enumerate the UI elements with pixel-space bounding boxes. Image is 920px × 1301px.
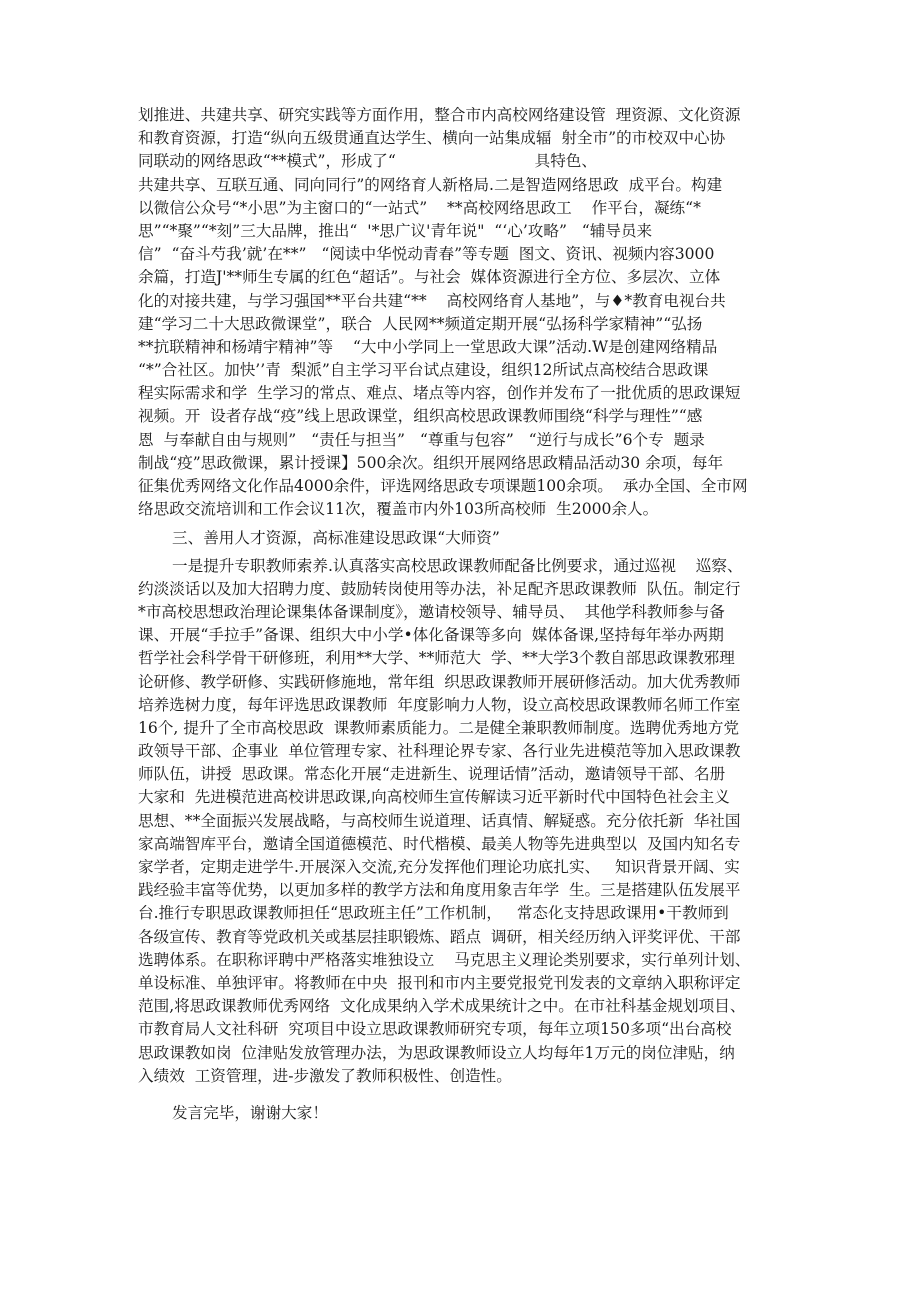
text-line: 选聘体系。在职称评聘中严格落实堆独设立 马克思主义理论类别要求，实行单列计划、 <box>138 950 751 969</box>
text-line: *市高校思想政治理论课集体备课制度》，邀请校领导、辅导员、 其他学科教师参与备 <box>138 602 725 621</box>
text-line: **抗联精神和杨靖宇精神”等 “大中小学同上一堂思政大课”活动.W是创建网络精品 <box>138 337 718 356</box>
text-line: 化的对接共建，与学习强国**平台共建“** 高校网络育人基地”，与♦*教育电视台共 <box>138 291 726 310</box>
text-line: 入绩效 工资管理，进-步激发了教师积极性、创造性。 <box>138 1066 512 1085</box>
text-line: 台.推行专职思政课教师担任“思政班主任”工作机制， 常态化支持思政课用•干教师到 <box>138 904 729 923</box>
text-line: 络思政交流培训和工作会议11次，覆盖市内外103所高校师 生2000余人。 <box>138 500 659 519</box>
text-line: 家高端智库平台，邀请全国道德模范、时代楷模、最美人物等先进典型以 及国内知名专 <box>138 834 741 853</box>
paragraph-network-platform <box>138 104 788 521</box>
text-line: 论研修、教学研修、实践研修施地，常年组 织思政课教师开展研修活动。加大优秀教师 <box>138 672 741 691</box>
text-line: 征集优秀网络文化作品4000余件，评选网络思政专项课题100余项。 承办全国、全市网 <box>138 477 748 495</box>
text-line: “*”合社区。加快’’青 梨派”自主学习平台试点建设，组织12所试点高校结合思政课 <box>138 361 709 380</box>
text-line: 政领导干部、企事业 单位管理专家、社科理论界专家、各行业先进模范等加入思政课教 <box>138 742 741 761</box>
text-line: 约淡淡话以及加大招聘力度、鼓励转岗使用等办法，补足配齐思政课教师 队伍。制定行 <box>138 579 741 598</box>
text-line: 恩 与奉献自由与规则” “责任与担当” “尊重与包容” “逆行与成长”6个专 题录 <box>138 430 705 449</box>
text-line: 制战“疫”思政微课，累计授课】500余次。组织开展网络思政精品活动30 余项，每年 <box>138 453 724 472</box>
text-line: 同联动的网络思政“**模式”，形成了“ 具特色、 <box>138 152 597 171</box>
text-line: 市教育局人文社科研 究项目中设立思政课教师研究专项，每年立项150多项“出台高校 <box>138 1020 732 1039</box>
text-line: 培养选树力度，每年评选思政课教师 年度影响力人物，设立高校思政课教师名师工作室 <box>138 695 741 714</box>
closing-remark: 发言完毕，谢谢大家！ <box>172 1103 328 1122</box>
section-heading-3: 三、善用人才资源，高标准建设思政课“大师资” <box>172 529 500 548</box>
text-line: 共建共享、互联互通、同向同行”的网络育人新格局.二是智造网络思政 成平台。构建 <box>138 175 723 194</box>
text-line: 程实际需求和学 生学习的常点、难点、堵点等内容，创作并发布了一批优质的思政课短 <box>138 384 741 403</box>
text-line: 范围,将思政课教师优秀网络 文化成果纳入学术成果统计之中。在市社科基金规划项目、 <box>138 997 746 1016</box>
text-line: 单设标准、单独评审。将教师在中央 报刊和市内主要党报党刊发表的文章纳入职称评定 <box>138 973 741 992</box>
text-line: 信” “奋斗芍我’就’在**” “阅读中华悦动青春”等专题 图文、资讯、视频内容3000 <box>138 245 715 264</box>
text-line: 和教育资源，打造“纵向五级贯通直达学生、横向一站集成辐 射全市”的市校双中心协 <box>138 129 726 148</box>
text-line: 16个, 提升了全市高校思政 课教师素质能力。二是健全兼职教师制度。选聘优秀地方党 <box>138 718 740 737</box>
text-line: 师队伍，讲授 思政课。常态化开展“走进新生、说理话情”活动，邀请领导干部、名册 <box>138 765 726 784</box>
text-line: 思政课教如岗 位津贴发放管理办法，为思政课教师设立人均每年1万元的岗位津贴，纳 <box>138 1043 735 1062</box>
text-line: 家学者，定期走进学牛.开展深入交流,充分发挥他们理论功底扎实、 知识背景开阔、实 <box>138 858 740 876</box>
text-line: 视频。开 设者存战“疫”线上思政课堂，组织高校思政课教师围绕“科学与理性”“感 <box>138 407 703 426</box>
paragraph-teacher-resources <box>138 555 788 1088</box>
text-line: 以微信公众号“*小思”为主窗口的“一站式” **高校网络思政工 作平台，凝练“* <box>138 198 701 217</box>
text-line: 思想、**全面振兴发展战略，与高校师生说道理、话真情、解疑惑。充分依托新 华社国 <box>138 811 741 830</box>
document-body <box>138 104 788 1125</box>
text-line: 哲学社会科学骨干研修班，利用**大学、**师范大 学、**大学3个教自部思政课教邪理 <box>138 649 735 668</box>
text-line: 一是提升专职教师索养.认真落实高校思政课教师配备比例要求，通过巡视 巡察、 <box>172 556 743 575</box>
text-line: 课、开展“手拉手”备课、组织大中小学•体化备课等多向 媒体备课,坚持每年举办两期 <box>138 626 724 645</box>
text-line: 余篇，打造J'**师生专属的红色“超话”。与社会 媒体资源进行全方位、多层次、立体 <box>138 268 721 287</box>
text-line: 大家和 先进模范进高校讲思政课,向高校师生宣传解读习近平新时代中国特色社会主义 <box>138 788 730 807</box>
text-line: 思”“*聚”“*刻”三大品牌，推出“ '*思广议'青年说" “‘心’攻略” “辅导员来 <box>138 221 653 240</box>
text-line: 各级宣传、教育等党政机关或基层挂职锻炼、蹈点 调研，相关经历纳入评奖评优、干部 <box>138 927 741 946</box>
text-line: 建“学习二十大思政微课堂”，联合 人民网**频道定期开展“弘扬科学家精神”“弘扬 <box>138 314 703 333</box>
text-line: 划推进、共建共享、研究实践等方面作用，整合市内高校网络建设管 理资源、文化资源 <box>138 106 741 124</box>
text-line: 践经验丰富等优势，以更加多样的教学方法和角度用象吉年学 生。三是搭建队伍发展平 <box>138 881 741 900</box>
